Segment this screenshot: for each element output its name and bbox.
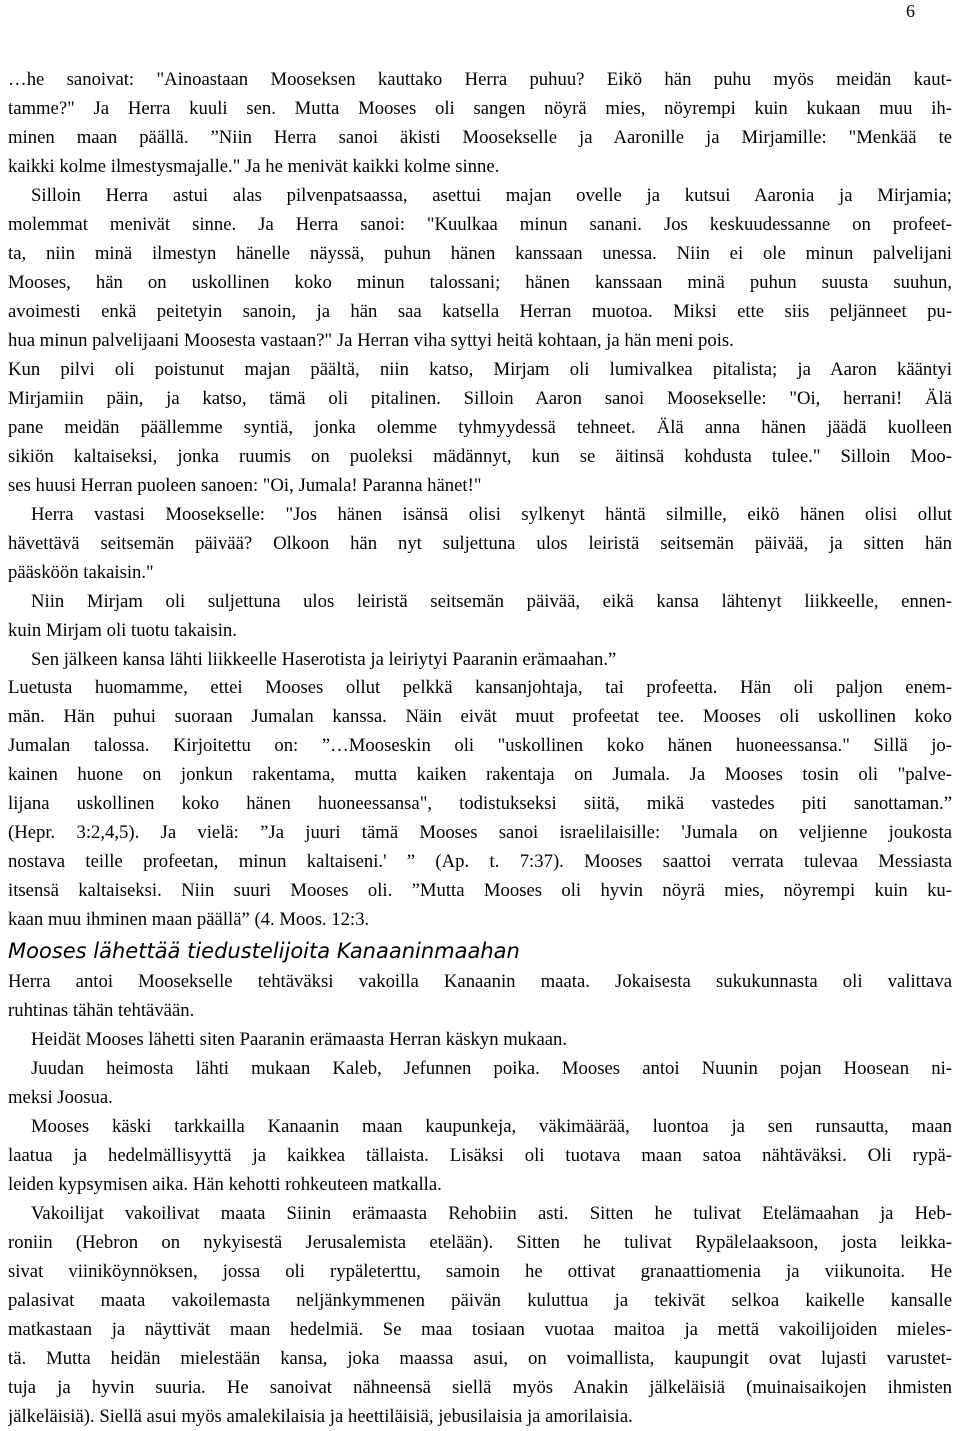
quote-line: Kun pilvi oli poistunut majan päältä, niin katso, Mirjam oli lumivalkea pitalista; ja Aaron kääntyi (8, 359, 952, 380)
body-line: jälkeläisiä). Siellä asui myös amalekilaisia ja heettiläisiä, jebusilaisia ja amorilaisia. (8, 1406, 633, 1427)
commentary-line: män. Hän puhui suoraan Jumalan kanssa. Näin eivät muut profeetat tee. Mooses oli uskollinen koko (8, 706, 952, 727)
commentary-line: Jumalan talossa. Kirjoitettu on: ”…Mooseskin oli "uskollinen koko hänen huoneessansa." Sillä jo- (8, 735, 952, 756)
body-line: Heidät Mooses lähetti siten Paaranin erämaasta Herran käskyn mukaan. (31, 1029, 568, 1050)
body-line: Mooses käski tarkkailla Kanaanin maan kaupunkeja, väkimäärää, luontoa ja sen runsautta, maan (31, 1116, 952, 1137)
quote-line: ta, niin minä ilmestyn hänelle näyssä, puhun hänen kanssaan unessa. Niin ei ole minun palvelijani (8, 243, 952, 264)
commentary-line: kainen huone on jonkun rakentama, mutta kaiken rakentaja on Jumala. Ja Mooses tosin oli "palve- (8, 764, 952, 785)
body-line: sivat viiniköynnöksen, jossa oli rypäleterttu, samoin he ottivat granaattiomenia ja viikunoita. He (8, 1261, 952, 1282)
body-line: leiden kypsymisen aika. Hän kehotti rohkeuteen matkalla. (8, 1174, 442, 1195)
commentary-line: (Hepr. 3:2,4,5). Ja vielä: ”Ja juuri tämä Mooses sanoi israelilaisille: 'Jumala on veljienne joukosta (8, 822, 952, 843)
quote-line: pane meidän päällemme syntiä, jonka olemme tyhmyydessä tehneet. Älä anna hänen jäädä kuolleen (8, 417, 952, 438)
commentary-line: nostava teille profeetan, minun kaltaiseni.' ” (Ap. t. 7:37). Mooses saattoi verrata tulevaa Messiasta (8, 851, 952, 872)
page-number: 6 (906, 1, 915, 21)
quote-line: tamme?" Ja Herra kuuli sen. Mutta Mooses oli sangen nöyrä mies, nöyrempi kuin kukaan muu ih- (8, 98, 952, 119)
quote-line: hävettävä seitsemän päivää? Olkoon hän nyt suljettuna ulos leiristä seitsemän päivää, ja sitten hän (8, 533, 952, 554)
quote-line: Mirjamiin päin, ja katso, tämä oli pitalinen. Silloin Aaron sanoi Moosekselle: "Oi, herrani! Älä (8, 388, 952, 409)
commentary-line: Luetusta huomamme, ettei Mooses ollut pelkkä kansanjohtaja, tai profeetta. Hän oli paljon enem- (8, 677, 952, 698)
body-line: Juudan heimosta lähti mukaan Kaleb, Jefunnen poika. Mooses antoi Nuunin pojan Hoosean ni- (31, 1058, 952, 1079)
body-line: Herra antoi Moosekselle tehtäväksi vakoilla Kanaanin maata. Jokaisesta sukukunnasta oli valittava (8, 971, 952, 992)
quote-line: Herra vastasi Moosekselle: "Jos hänen isänsä olisi sylkenyt häntä silmille, eikö hänen olisi ollut (31, 504, 952, 525)
body-line: palasivat maata vakoilemasta neljänkymmenen päivän kuluttua ja tekivät selkoa kaikelle kansalle (8, 1290, 952, 1311)
quote-line: kaikki kolme ilmestysmajalle." Ja he menivät kaikki kolme sinne. (8, 156, 500, 177)
commentary-line: lijana uskollinen koko hänen huoneessansa", todistukseksi siitä, mikä vastedes piti sanottaman.” (8, 793, 952, 814)
body-line: Vakoilijat vakoilivat maata Siinin erämaasta Rehobiin asti. Sitten he tulivat Etelämaahan ja Heb- (31, 1203, 952, 1224)
body-line: meksi Joosua. (8, 1087, 113, 1108)
quote-line: Niin Mirjam oli suljettuna ulos leiristä seitsemän päivää, eikä kansa lähtenyt liikkeelle, ennen- (31, 591, 952, 612)
body-line: laatua ja hedelmällisyyttä ja kaikkea tällaista. Lisäksi oli tuotava maan satoa nähtäväksi. Oli rypä- (8, 1145, 952, 1166)
quote-line: Mooses, hän on uskollinen koko minun talossani; hänen kanssaan minä puhun suusta suuhun, (8, 272, 952, 293)
body-line: ruhtinas tähän tehtävään. (8, 1000, 195, 1021)
quote-line: kuin Mirjam oli tuotu takaisin. (8, 620, 237, 641)
quote-line: sikiön kaltaiseksi, jonka ruumis on puoleksi mädännyt, kun se äitinsä kohdusta tulee." Silloin Moo- (8, 446, 952, 467)
quote-line: ses huusi Herran puoleen sanoen: "Oi, Jumala! Paranna hänet!" (8, 475, 482, 496)
body-line: tuja ja hyvin suuria. He sanoivat nähneensä siellä myös Anakin jälkeläisiä (muinaisaikojen ihmisten (8, 1377, 952, 1398)
quote-line: Silloin Herra astui alas pilvenpatsaassa, asettui majan ovelle ja kutsui Aaronia ja Mirjamia; (31, 185, 952, 206)
quote-line: Sen jälkeen kansa lähti liikkeelle Haserotista ja leiriytyi Paaranin erämaahan.” (31, 649, 617, 670)
quote-line: avoimesti enkä peitetyin sanoin, ja hän saa katsella Herran muotoa. Miksi ette siis peljänneet pu- (8, 301, 952, 322)
quote-line: …he sanoivat: "Ainoastaan Mooseksen kauttako Herra puhuu? Eikö hän puhu myös meidän kaut- (8, 69, 952, 90)
quote-line: minen maan päällä. ”Niin Herra sanoi äkisti Moosekselle ja Aaronille ja Mirjamille: "Menkää te (8, 127, 952, 148)
commentary-line: kaan muu ihminen maan päällä” (4. Moos. 12:3. (8, 909, 370, 930)
commentary-line: itsensä kaltaiseksi. Niin suuri Mooses oli. ”Mutta Mooses oli hyvin nöyrä mies, nöyrempi kuin ku- (8, 880, 952, 901)
section-heading: Mooses lähettää tiedustelijoita Kanaaninmaahan (8, 939, 520, 963)
body-line: roniin (Hebron on nykyisestä Jerusalemista etelään). Sitten he tulivat Rypälelaaksoon, josta leikka- (8, 1232, 952, 1253)
quote-line: pääsköön takaisin." (8, 562, 154, 583)
quote-line: molemmat menivät sinne. Ja Herra sanoi: "Kuulkaa minun sanani. Jos keskuudessanne on profeet- (8, 214, 952, 235)
quote-line: hua minun palvelijaani Moosesta vastaan?" Ja Herran viha syttyi heitä kohtaan, ja hän meni pois. (8, 330, 734, 351)
body-line: tä. Mutta heidän mielestään kansa, joka maassa asui, on voimallista, kaupungit ovat lujasti varustet- (8, 1348, 952, 1369)
body-line: matkastaan ja näyttivät maan hedelmiä. Se maa tosiaan vuotaa maitoa ja mettä vakoilijoiden mieles- (8, 1319, 952, 1340)
